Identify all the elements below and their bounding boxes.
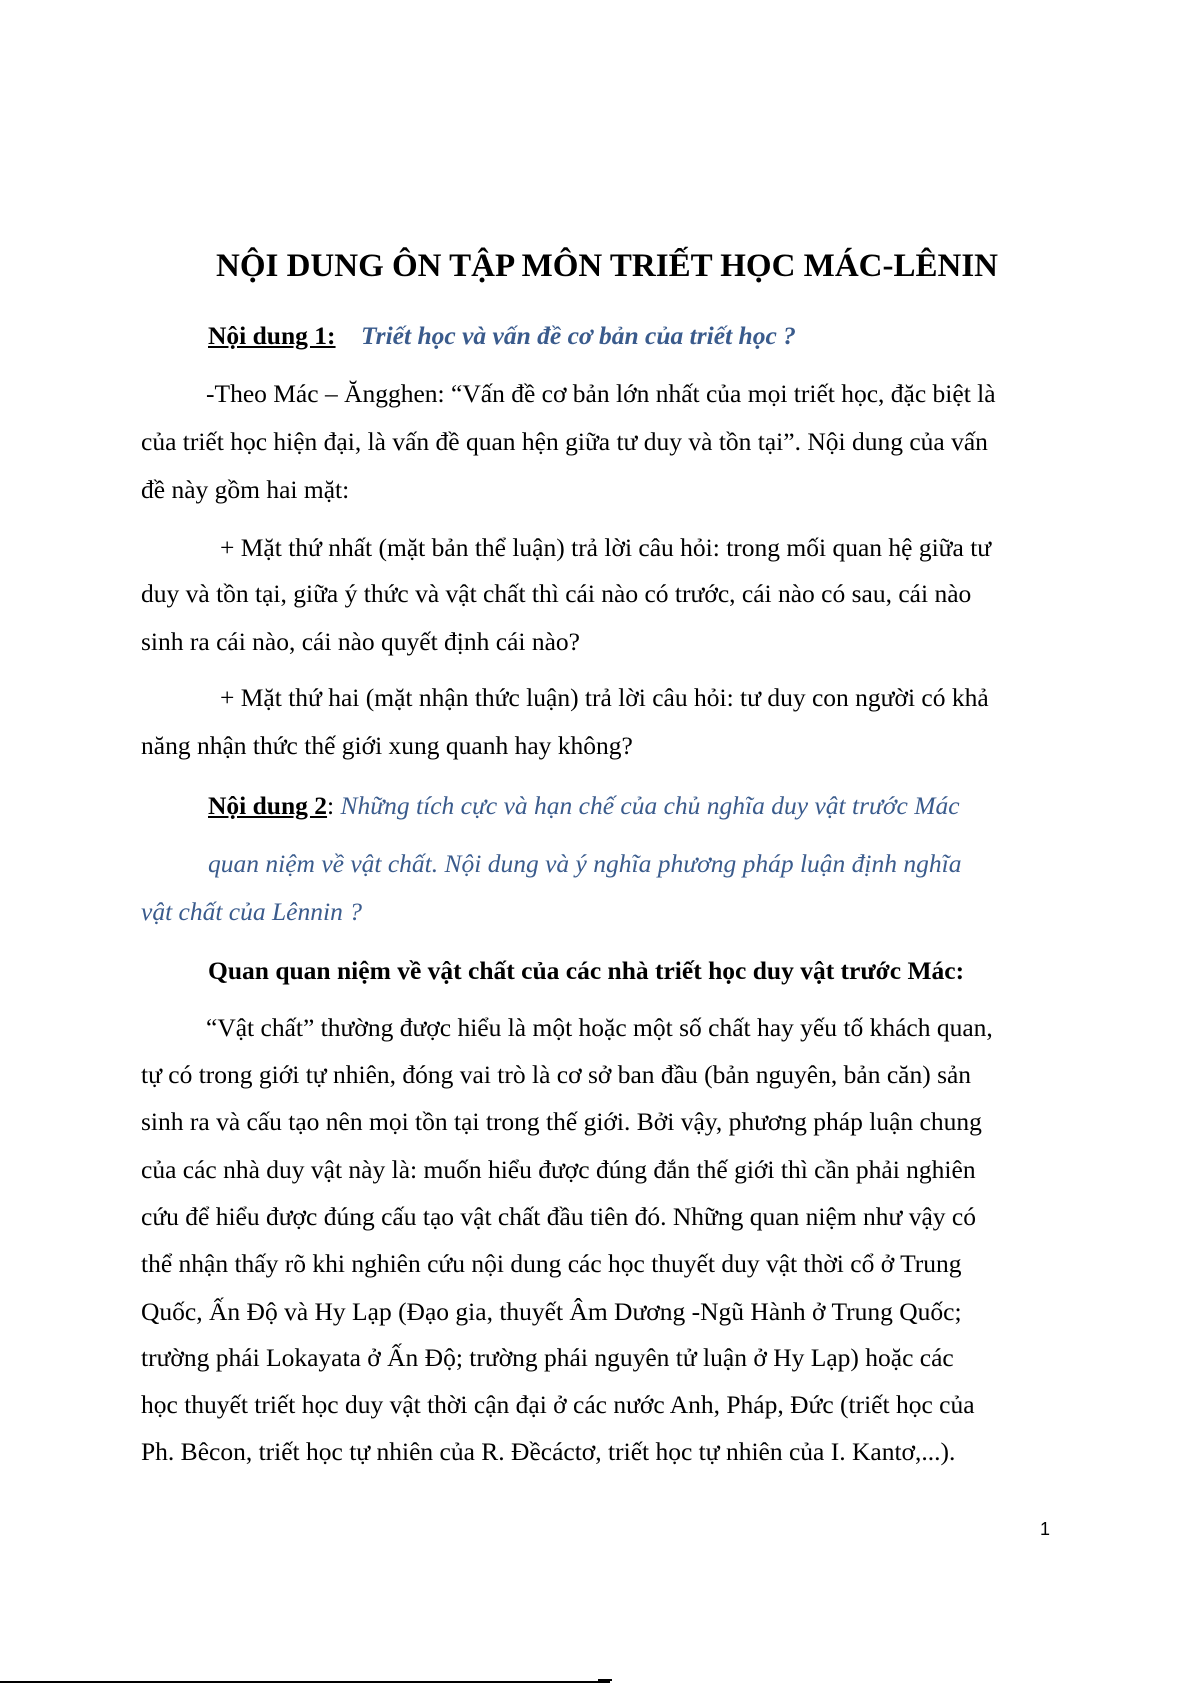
paragraph-line: “Vật chất” thường được hiểu là một hoặc một số chất hay yếu tố khách quan, [206,1013,993,1042]
footer-rule-mark [598,1679,612,1681]
paragraph-line: cứu để hiểu được đúng cấu tạo vật chất đầu tiên đó. Những quan niệm như vậy có [141,1202,976,1231]
section2-colon: : [327,791,335,820]
paragraph-line: Ph. Bêcon, triết học tự nhiên của R. Đềcáctơ, triết học tự nhiên của I. Kantơ,...). [141,1437,956,1466]
page-number: 1 [1040,1519,1051,1539]
paragraph-line: của các nhà duy vật này là: muốn hiểu được đúng đắn thế giới thì cần phải nghiên [141,1155,976,1184]
section1-question: Triết học và vấn đề cơ bản của triết học ? [361,321,796,350]
paragraph-line: + Mặt thứ nhất (mặt bản thể luận) trả lời câu hỏi: trong mối quan hệ giữa tư [220,533,992,562]
paragraph-line: học thuyết triết học duy vật thời cận đại ở các nước Anh, Pháp, Đức (triết học của [141,1390,975,1419]
paragraph-line: duy và tồn tại, giữa ý thức và vật chất thì cái nào có trước, cái nào có sau, cái nào [141,579,972,608]
paragraph-line: của triết học hiện đại, là vấn đề quan hện giữa tư duy và tồn tại”. Nội dung của vấn [141,427,988,456]
paragraph-line: đề này gồm hai mặt: [141,475,350,504]
section2-heading [208,790,960,822]
paragraph-line: sinh ra cái nào, cái nào quyết định cái nào? [141,627,580,656]
paragraph-line: tự có trong giới tự nhiên, đóng vai trò là cơ sở ban đầu (bản nguyên, bản căn) sản [141,1060,972,1089]
subheading: Quan quan niệm về vật chất của các nhà triết học duy vật trước Mác: [208,956,965,985]
paragraph-line: + Mặt thứ hai (mặt nhận thức luận) trả lời câu hỏi: tư duy con người có khả [220,683,989,712]
paragraph-line: Quốc, Ấn Độ và Hy Lạp (Đạo gia, thuyết Âm Dương -Ngũ Hành ở Trung Quốc; [141,1297,962,1326]
paragraph-line: năng nhận thức thế giới xung quanh hay không? [141,731,633,760]
paragraph-line: thể nhận thấy rõ khi nghiên cứu nội dung các học thuyết duy vật thời cổ ở Trung [141,1249,962,1278]
paragraph-line: trường phái Lokayata ở Ấn Độ; trường phái nguyên tử luận ở Hy Lạp) hoặc các [141,1343,954,1372]
document-title: NỘI DUNG ÔN TẬP MÔN TRIẾT HỌC MÁC-LÊNIN [216,248,998,284]
section1-label: Nội dung 1: [208,321,336,350]
section1-heading [208,320,796,352]
section2-label: Nội dung 2 [208,791,328,820]
section2-question-line: Những tích cực và hạn chế của chủ nghĩa duy vật trước Mác [340,791,960,820]
section2-question-line: vật chất của Lênnin ? [141,897,362,926]
section2-question-line: quan niệm về vật chất. Nội dung và ý nghĩa phương pháp luận định nghĩa [208,849,962,878]
paragraph-line: sinh ra và cấu tạo nên mọi tồn tại trong thế giới. Bởi vậy, phương pháp luận chung [141,1107,982,1136]
paragraph-line: -Theo Mác – Ăngghen: “Vấn đề cơ bản lớn nhất của mọi triết học, đặc biệt là [206,379,996,408]
footer-rule [0,1681,610,1683]
